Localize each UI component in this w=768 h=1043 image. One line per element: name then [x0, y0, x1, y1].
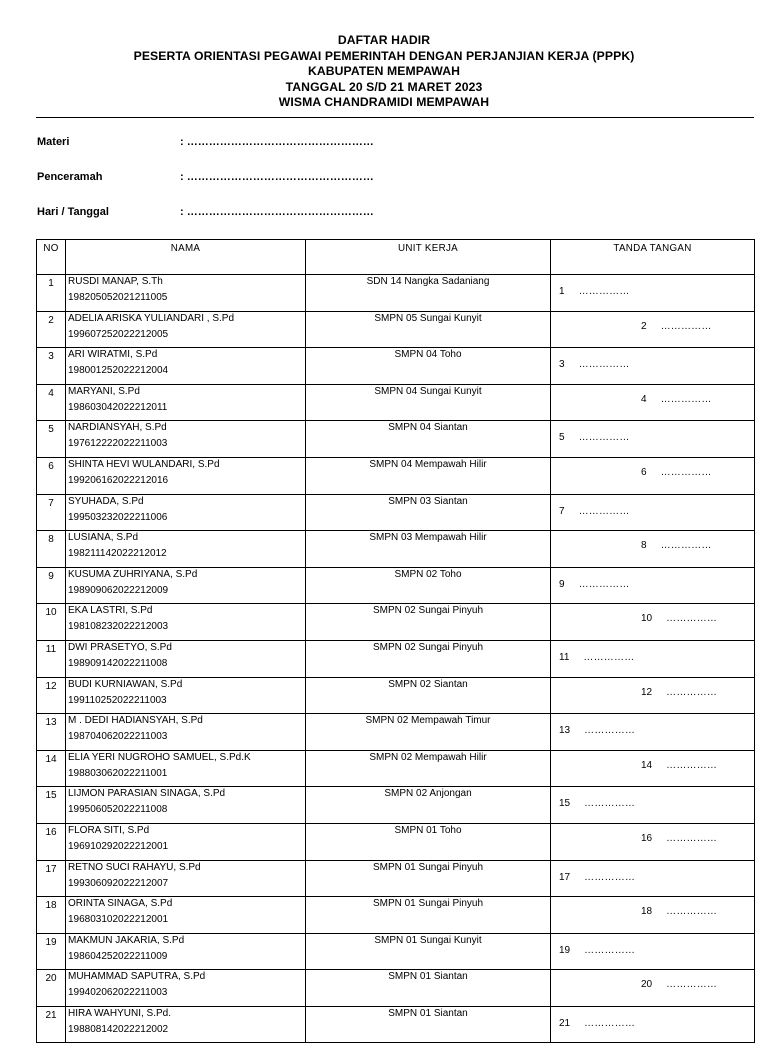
unit-kerja: SMPN 03 Mempawah Hilir	[306, 531, 551, 568]
signature-cell[interactable]	[551, 970, 755, 1007]
participant-name: RUSDI MANAP, S.Th	[68, 276, 163, 287]
signature-cell[interactable]	[551, 714, 755, 751]
participant-name: LIJMON PARASIAN SINAGA, S.Pd	[68, 788, 226, 800]
participant-cell	[66, 1006, 306, 1043]
participant-nip: 196910292022212001	[68, 840, 169, 852]
signature-dots: ……………	[578, 578, 630, 590]
participant-cell	[66, 750, 306, 787]
header-divider	[36, 117, 754, 118]
row-number: 7	[37, 494, 66, 531]
header-title: DAFTAR HADIR	[337, 33, 431, 47]
signature-dots: ……………	[666, 759, 718, 771]
table-row	[37, 457, 755, 494]
signature-slot	[641, 613, 717, 624]
row-number: 18	[37, 897, 66, 934]
field-label: Penceramah	[37, 171, 103, 183]
table-row	[37, 860, 755, 897]
signature-dots: ……………	[660, 466, 712, 478]
participant-name: ARI WIRATMI, S.Pd	[68, 349, 158, 361]
unit-kerja: SMPN 01 Siantan	[306, 1006, 551, 1043]
header-unit-kerja: UNIT KERJA	[306, 240, 551, 275]
signature-number: 21	[559, 1017, 571, 1029]
table-row	[37, 897, 755, 934]
participant-nip: 199607252022212005	[68, 328, 169, 340]
participant-cell	[66, 457, 306, 494]
table-row	[37, 567, 755, 604]
signature-cell[interactable]	[551, 604, 755, 641]
signature-number: 17	[559, 871, 571, 883]
signature-dots: ……………	[578, 432, 630, 444]
field-label: Materi	[37, 136, 70, 148]
unit-kerja: SMPN 04 Siantan	[306, 421, 551, 458]
signature-cell[interactable]	[551, 933, 755, 970]
unit-kerja: SMPN 02 Sungai Pinyuh	[306, 604, 551, 641]
signature-dots: ……………	[666, 906, 718, 918]
signature-number: 13	[559, 725, 571, 737]
unit-kerja: SMPN 04 Sungai Kunyit	[306, 384, 551, 421]
table-row	[37, 970, 755, 1007]
signature-dots: ……………	[660, 540, 712, 552]
unit-kerja: SMPN 02 Anjongan	[306, 787, 551, 824]
signature-number: 2	[641, 320, 647, 332]
participant-nip: 197612222022211003	[68, 438, 168, 450]
header-region: KABUPATEN MEMPAWAH	[307, 64, 461, 79]
signature-slot	[559, 945, 635, 956]
signature-number: 16	[641, 832, 653, 844]
unit-kerja: SMPN 04 Toho	[306, 348, 551, 385]
signature-slot	[641, 906, 717, 917]
signature-slot	[641, 833, 717, 844]
participant-nip: 198205052021211005	[68, 292, 168, 303]
signature-cell[interactable]	[551, 275, 755, 312]
unit-kerja: SMPN 02 Sungai Pinyuh	[306, 640, 551, 677]
participant-name: MAKMUN JAKARIA, S.Pd	[68, 934, 185, 946]
signature-slot	[641, 979, 717, 990]
signature-number: 5	[559, 432, 565, 444]
signature-cell[interactable]	[551, 311, 755, 348]
table-row	[37, 787, 755, 824]
signature-cell[interactable]	[551, 494, 755, 531]
row-number: 17	[37, 860, 66, 897]
header-nama: NAMA	[66, 240, 306, 275]
signature-slot	[559, 1018, 635, 1029]
participant-name: DWI PRASETYO, S.Pd	[68, 641, 172, 653]
participant-name: M . DEDI HADIANSYAH, S.Pd	[68, 715, 203, 727]
table-row	[37, 311, 755, 348]
unit-kerja: SMPN 02 Mempawah Hilir	[306, 750, 551, 787]
row-number: 1	[37, 275, 66, 312]
signature-number: 8	[641, 540, 647, 552]
unit-kerja: SMPN 02 Siantan	[306, 677, 551, 714]
signature-slot	[641, 687, 717, 698]
participant-name: KUSUMA ZUHRIYANA, S.Pd	[68, 568, 198, 580]
signature-cell[interactable]	[551, 384, 755, 421]
participant-nip: 199110252022211003	[68, 694, 167, 706]
row-number: 2	[37, 311, 66, 348]
row-number: 20	[37, 970, 66, 1007]
signature-number: 12	[641, 686, 653, 698]
participant-nip: 199306092022212007	[68, 877, 169, 889]
signature-cell[interactable]	[551, 640, 755, 677]
participant-name: NARDIANSYAH, S.Pd	[68, 422, 167, 434]
signature-dots: ……………	[666, 613, 718, 625]
row-number: 3	[37, 348, 66, 385]
participant-nip: 199503232022211006	[68, 511, 168, 523]
participant-name: FLORA SITI, S.Pd	[68, 824, 150, 836]
participant-name: ORINTA SINAGA, S.Pd	[68, 898, 173, 910]
unit-kerja: SDN 14 Nangka Sadaniang	[306, 275, 551, 312]
table-row	[37, 933, 755, 970]
table-row	[37, 750, 755, 787]
participant-nip: 198808142022212002	[68, 1023, 169, 1035]
table-row	[37, 384, 755, 421]
participant-cell	[66, 494, 306, 531]
signature-dots: ……………	[584, 725, 636, 737]
participant-cell	[66, 640, 306, 677]
row-number: 15	[37, 787, 66, 824]
participant-nip: 198001252022212004	[68, 365, 169, 377]
participant-cell	[66, 275, 306, 312]
signature-cell[interactable]	[551, 897, 755, 934]
signature-slot	[641, 321, 712, 332]
row-number: 21	[37, 1006, 66, 1043]
participant-name: EKA LASTRI, S.Pd	[68, 605, 153, 617]
participant-nip: 196803102022212001	[68, 914, 169, 926]
signature-dots: ……………	[666, 832, 718, 844]
field-value: : ……………………………………………	[180, 171, 374, 183]
row-number: 8	[37, 531, 66, 568]
participant-cell	[66, 531, 306, 568]
signature-number: 10	[641, 613, 653, 625]
participant-name: BUDI KURNIAWAN, S.Pd	[68, 678, 183, 690]
row-number: 4	[37, 384, 66, 421]
participant-nip: 199206162022212016	[68, 474, 169, 486]
table-body	[37, 275, 755, 1043]
participant-name: ELIA YERI NUGROHO SAMUEL, S.Pd.K	[68, 751, 251, 763]
signature-slot	[641, 394, 712, 405]
participant-name: ADELIA ARISKA YULIANDARI , S.Pd	[68, 312, 235, 324]
signature-cell[interactable]	[551, 677, 755, 714]
participant-name: HIRA WAHYUNI, S.Pd.	[68, 1007, 171, 1019]
row-number: 12	[37, 677, 66, 714]
unit-kerja: SMPN 02 Toho	[306, 567, 551, 604]
unit-kerja: SMPN 01 Sungai Pinyuh	[306, 860, 551, 897]
participant-cell	[66, 604, 306, 641]
signature-dots: ……………	[584, 871, 636, 883]
header-subtitle: PESERTA ORIENTASI PEGAWAI PEMERINTAH DENGAN PERJANJIAN KERJA (PPPK)	[133, 48, 635, 63]
row-number: 6	[37, 457, 66, 494]
signature-cell[interactable]	[551, 421, 755, 458]
participant-cell	[66, 823, 306, 860]
participant-cell	[66, 714, 306, 751]
header-no: NO	[37, 240, 66, 275]
signature-slot	[559, 798, 635, 809]
row-number: 16	[37, 823, 66, 860]
signature-cell[interactable]	[551, 457, 755, 494]
participant-cell	[66, 677, 306, 714]
field-label: Hari / Tanggal	[37, 206, 109, 218]
participant-cell	[66, 348, 306, 385]
table-row	[37, 640, 755, 677]
signature-dots: ……………	[578, 505, 630, 517]
participant-cell	[66, 421, 306, 458]
signature-slot	[559, 359, 630, 370]
signature-slot	[559, 506, 630, 517]
table-row	[37, 604, 755, 641]
table-row	[37, 823, 755, 860]
signature-cell[interactable]	[551, 750, 755, 787]
signature-dots: ……………	[660, 393, 712, 405]
signature-number: 18	[641, 906, 653, 918]
participant-nip: 198108232022212003	[68, 621, 169, 633]
signature-cell[interactable]	[551, 531, 755, 568]
table-row	[37, 348, 755, 385]
signature-dots: ……………	[583, 651, 635, 663]
row-number: 5	[37, 421, 66, 458]
participant-cell	[66, 933, 306, 970]
signature-slot	[559, 286, 630, 297]
signature-number: 1	[559, 286, 565, 297]
row-number: 19	[37, 933, 66, 970]
signature-dots: ……………	[666, 979, 718, 991]
participant-cell	[66, 567, 306, 604]
participant-cell	[66, 860, 306, 897]
table-row	[37, 531, 755, 568]
header-venue: WISMA CHANDRAMIDI MEMPAWAH	[278, 95, 490, 110]
unit-kerja: SMPN 01 Sungai Pinyuh	[306, 897, 551, 934]
participant-name: MARYANI, S.Pd	[68, 385, 140, 397]
signature-slot	[559, 872, 635, 883]
row-number: 10	[37, 604, 66, 641]
field-value: : ……………………………………………	[180, 206, 374, 218]
signature-number: 15	[559, 798, 571, 810]
table-row	[37, 275, 755, 312]
row-number: 13	[37, 714, 66, 751]
unit-kerja: SMPN 04 Mempawah Hilir	[306, 457, 551, 494]
participant-nip: 198704062022211003	[68, 731, 168, 743]
table-header-row	[37, 240, 755, 275]
table-row	[37, 714, 755, 751]
signature-number: 11	[559, 651, 570, 663]
unit-kerja: SMPN 01 Toho	[306, 823, 551, 860]
participant-name: SHINTA HEVI WULANDARI, S.Pd	[68, 458, 220, 470]
participant-nip: 198604252022211009	[68, 950, 168, 962]
signature-slot	[641, 540, 712, 551]
signature-number: 4	[641, 393, 647, 405]
field-value: : ……………………………………………	[180, 136, 374, 148]
signature-dots: ……………	[578, 286, 630, 297]
row-number: 14	[37, 750, 66, 787]
attendance-table	[36, 239, 755, 1043]
signature-dots: ……………	[578, 359, 630, 371]
unit-kerja: SMPN 05 Sungai Kunyit	[306, 311, 551, 348]
participant-nip: 198909062022212009	[68, 584, 169, 596]
signature-cell[interactable]	[551, 823, 755, 860]
signature-cell[interactable]	[551, 787, 755, 824]
unit-kerja: SMPN 02 Mempawah Timur	[306, 714, 551, 751]
row-number: 9	[37, 567, 66, 604]
signature-slot	[559, 432, 630, 443]
header-tanda-tangan: TANDA TANGAN	[551, 240, 755, 275]
participant-nip: 198909142022211008	[68, 657, 168, 669]
participant-cell	[66, 384, 306, 421]
header-date: TANGGAL 20 S/D 21 MARET 2023	[285, 79, 483, 94]
participant-cell	[66, 897, 306, 934]
table-row	[37, 1006, 755, 1043]
participant-cell	[66, 970, 306, 1007]
signature-cell[interactable]	[551, 567, 755, 604]
document-header	[0, 33, 768, 111]
participant-cell	[66, 311, 306, 348]
participant-nip: 198803062022211001	[68, 767, 168, 779]
signature-dots: ……………	[584, 1017, 636, 1029]
signature-cell[interactable]	[551, 348, 755, 385]
table-row	[37, 421, 755, 458]
signature-number: 9	[559, 578, 565, 590]
signature-slot	[559, 725, 635, 736]
participant-nip: 199402062022211003	[68, 987, 168, 999]
signature-number: 20	[641, 979, 653, 991]
participant-name: LUSIANA, S.Pd	[68, 532, 139, 544]
row-number: 11	[37, 640, 66, 677]
participant-nip: 199506052022211008	[68, 804, 168, 816]
signature-cell[interactable]	[551, 860, 755, 897]
participant-name: SYUHADA, S.Pd	[68, 495, 144, 507]
unit-kerja: SMPN 01 Sungai Kunyit	[306, 933, 551, 970]
signature-slot	[641, 467, 712, 478]
signature-number: 6	[641, 466, 647, 478]
table-row	[37, 677, 755, 714]
signature-dots: ……………	[660, 320, 712, 332]
signature-dots: ……………	[666, 686, 718, 698]
signature-cell[interactable]	[551, 1006, 755, 1043]
signature-slot	[559, 579, 630, 590]
signature-dots: ……………	[584, 944, 636, 956]
signature-slot	[641, 760, 717, 771]
participant-name: RETNO SUCI RAHAYU, S.Pd	[68, 861, 201, 873]
signature-number: 3	[559, 359, 565, 371]
unit-kerja: SMPN 01 Siantan	[306, 970, 551, 1007]
signature-dots: ……………	[584, 798, 636, 810]
participant-name: MUHAMMAD SAPUTRA, S.Pd	[68, 971, 206, 983]
participant-nip: 198211142022212012	[68, 548, 167, 560]
signature-number: 7	[559, 505, 565, 517]
signature-number: 14	[641, 759, 653, 771]
participant-nip: 198603042022212011	[68, 401, 168, 413]
signature-slot	[559, 652, 634, 663]
table-row	[37, 494, 755, 531]
signature-number: 19	[559, 944, 571, 956]
participant-cell	[66, 787, 306, 824]
unit-kerja: SMPN 03 Siantan	[306, 494, 551, 531]
